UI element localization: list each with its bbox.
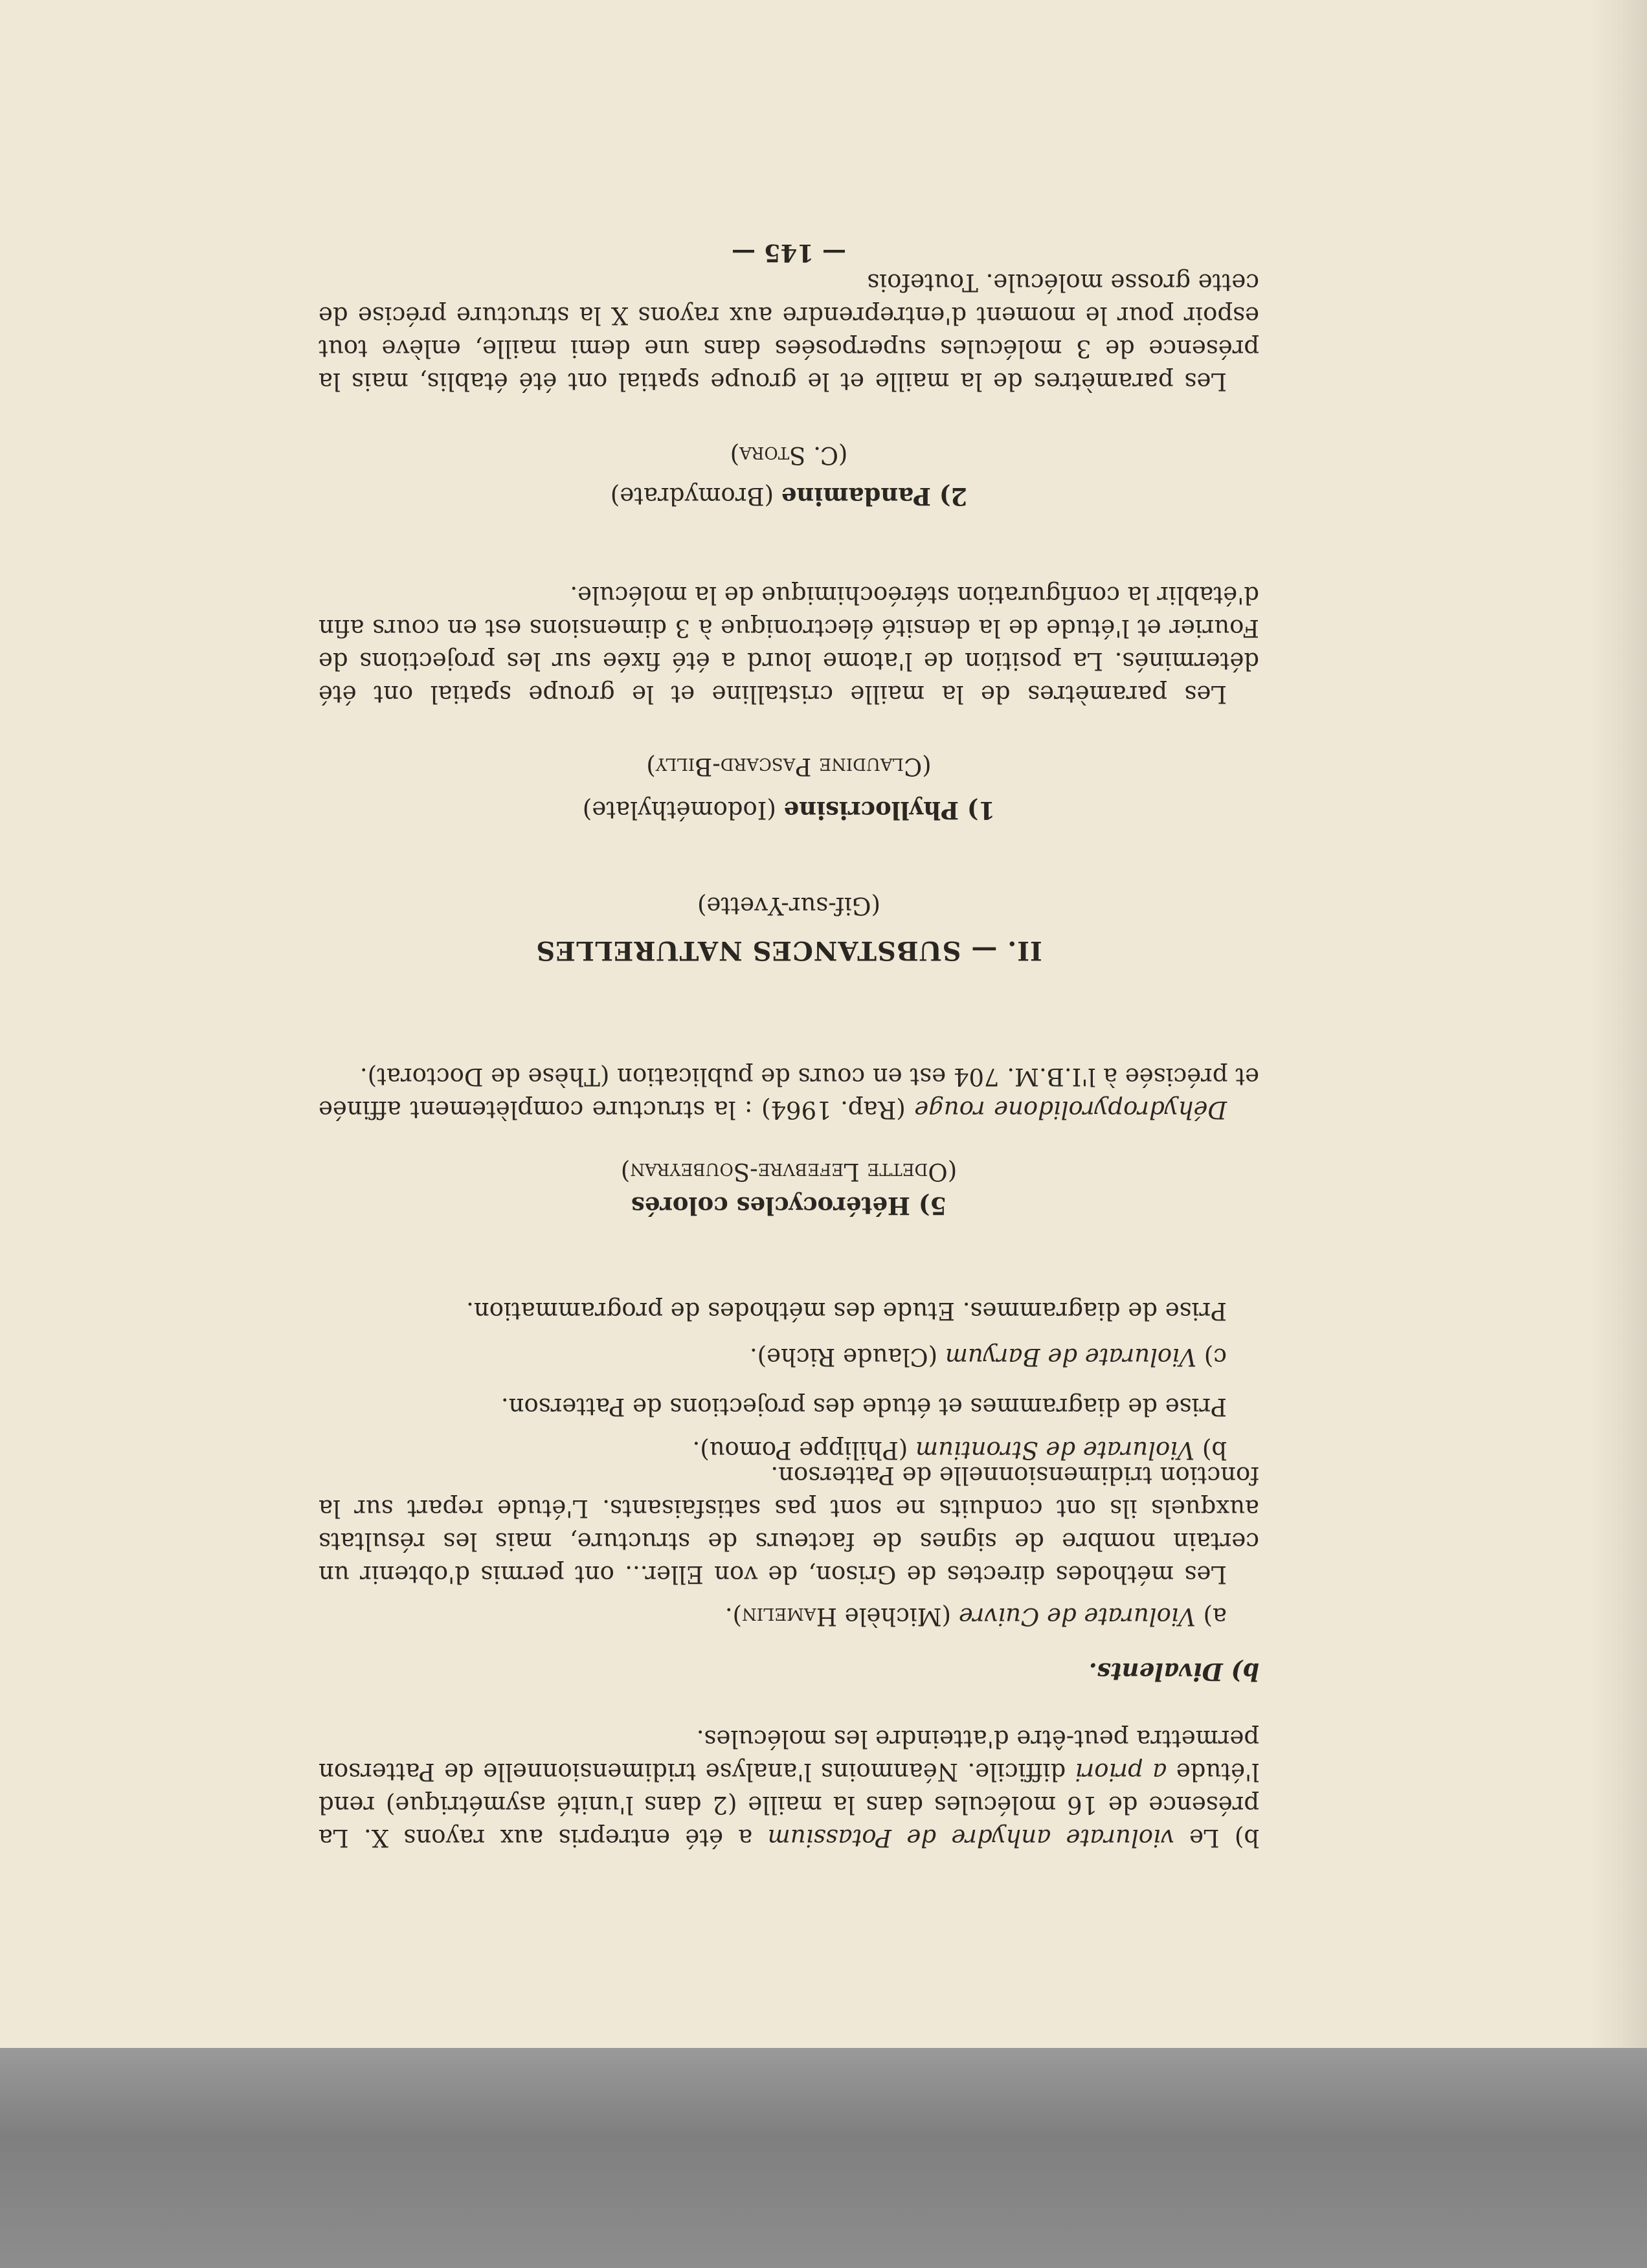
heading-pandamine	[319, 480, 1259, 513]
author-pandamine: (C. Stora)	[730, 441, 848, 469]
scanner-background	[0, 2048, 1647, 2268]
author-close: ).	[724, 1603, 743, 1630]
compound-name: violurate anhydre de Potassium	[767, 1824, 1174, 1852]
paragraph-phyllocrisine: Les paramètres de la maille cristalline et le groupe spatial ont été déterminés. La position de l'atome lourd a été fixée sur les projections de Fourier et l'étude de la densité électronique à 3 dimensions est en cours afin d'établir la configuration stéréochimique de la molécule.	[319, 581, 1259, 708]
item-strontium	[319, 1434, 1259, 1467]
author-name: (Philippe Pomou).	[692, 1436, 916, 1464]
compound-name: Violurate de Baryum	[945, 1343, 1197, 1371]
heading-divalents: b) Divalents.	[1088, 1658, 1259, 1686]
paragraph-dehydro	[319, 1060, 1259, 1126]
compound-name: Violurate de Strontium	[915, 1436, 1195, 1464]
item-prefix: b) Le	[1174, 1824, 1259, 1852]
item-baryum	[319, 1340, 1259, 1373]
heading-phyllocrisine	[319, 794, 1259, 827]
item-prefix: c)	[1196, 1343, 1227, 1371]
paragraph-pandamine: Les paramètres de la maille et le groupe spatial ont été établis, mais la présence de 3 molécules superposées dans une demi maille, enlève tout espoir pour le moment d'entreprendre aux rayons X la structure précise de cette grosse molécule. Toutefois	[319, 269, 1259, 395]
paragraph-baryum: Prise de diagrammes. Etude des méthodes de programmation.	[466, 1297, 1227, 1325]
paragraph-text-2: difficile. Néanmoins l'analyse tridimensionnelle de Patterson permettra peut-être d'atteindre les molécules.	[319, 1725, 1259, 1786]
paragraph-text: a été entrepris aux rayons X. La présence de 16 molécules dans la maille (2 dans l'unité asymétrique) rend l'étude	[318, 1758, 1259, 1852]
section-place: (Gif-sur-Yvette)	[697, 892, 880, 920]
compound-title: 2) Pandamine	[781, 482, 968, 511]
item-prefix: b)	[1194, 1436, 1227, 1464]
paragraph-potassium	[319, 1722, 1259, 1854]
item-cuivre	[319, 1600, 1259, 1633]
page-edge-shadow	[1589, 0, 1647, 2048]
item-prefix: a)	[1195, 1603, 1227, 1630]
author-open: (Michèle	[836, 1603, 959, 1630]
compound-name: Déhydropyrolidone rouge	[914, 1096, 1227, 1124]
author-heterocycles: (Odette Lefebvre-Soubeyran)	[620, 1158, 958, 1186]
author-name: (Claude Riche).	[749, 1343, 945, 1371]
paragraph-strontium: Prise de diagrammes et étude des projections de Patterson.	[500, 1393, 1227, 1421]
paragraph-cuivre: Les méthodes directes de Grison, de von Eller... ont permis d'obtenir un certain nombre de signes de facteurs de structure, mais les résultats auxquels ils ont conduits ne sont pas satisfaisants. L'étude repart sur la fonction tridimensionnelle de Patterson.	[319, 1462, 1259, 1588]
a-priori: a priori	[1075, 1758, 1167, 1786]
author-name: Hamelin	[742, 1603, 837, 1630]
compound-sub: (Iodométhylate)	[582, 796, 784, 824]
section-title: II. — SUBSTANCES NATURELLES	[535, 935, 1042, 966]
compound-title: 1) Phyllocrisine	[783, 796, 996, 825]
page-number: — 145 —	[732, 239, 846, 267]
compound-sub: (Bromydrate)	[610, 482, 781, 510]
author-phyllocrisine: (Claudine Pascard-Billy)	[646, 753, 932, 781]
paragraph-text: (Rap. 1964) : la structure complètement affinée et précisée à l'I.B.M. 704 est en cours de publication (Thèse de Doctorat).	[319, 1063, 1259, 1124]
heading-heterocycles: 5) Hétérocycles colorés	[631, 1192, 947, 1220]
compound-name: Violurate de Cuivre	[958, 1603, 1196, 1630]
